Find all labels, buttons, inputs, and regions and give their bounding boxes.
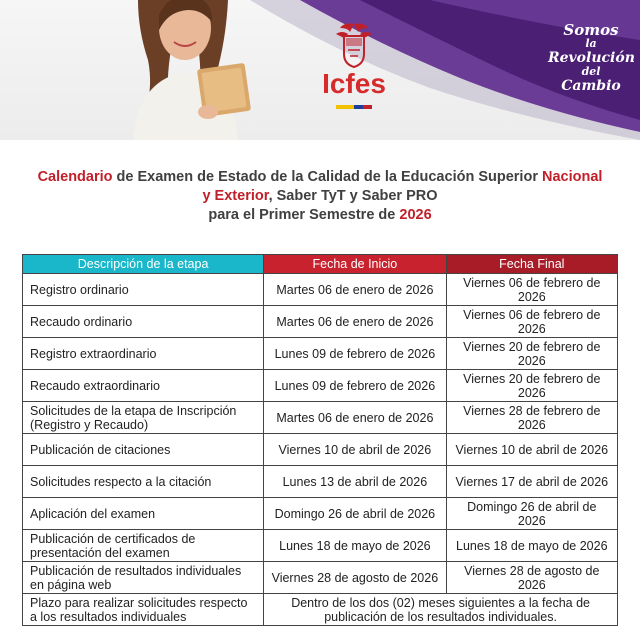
cell-end-date: Lunes 18 de mayo de 2026 [446, 530, 617, 562]
table-row [23, 338, 618, 370]
table-row [23, 402, 618, 434]
table-row [23, 306, 618, 338]
cell-end-date: Viernes 06 de febrero de 2026 [446, 274, 617, 306]
cell-start-date: Lunes 09 de febrero de 2026 [264, 338, 446, 370]
title-segment: Nacional [542, 169, 603, 185]
cell-merged-dates: Dentro de los dos (02) meses siguientes a la fecha de publicación de los resultados individuales. [264, 594, 618, 626]
cell-description: Solicitudes de la etapa de Inscripción (Registro y Recaudo) [23, 402, 264, 434]
cell-description: Solicitudes respecto a la citación [23, 466, 264, 498]
cell-description: Recaudo ordinario [23, 306, 264, 338]
cell-start-date: Martes 06 de enero de 2026 [264, 306, 446, 338]
table-row [23, 370, 618, 402]
table-row [23, 274, 618, 306]
cell-description: Aplicación del examen [23, 498, 264, 530]
icfes-logo [314, 20, 394, 120]
flag-stripe-icon [336, 105, 372, 109]
cell-description: Publicación de resultados individuales en página web [23, 562, 264, 594]
cell-end-date: Viernes 10 de abril de 2026 [446, 434, 617, 466]
cell-description: Publicación de certificados de presentación del examen [23, 530, 264, 562]
cell-start-date: Martes 06 de enero de 2026 [264, 274, 446, 306]
title-segment: Calendario [37, 169, 113, 185]
table-row [23, 594, 618, 626]
table-row [23, 466, 618, 498]
header-description: Descripción de la etapa [23, 255, 264, 274]
student-photo [108, 0, 258, 140]
cell-end-date: Viernes 20 de febrero de 2026 [446, 370, 617, 402]
table-row [23, 498, 618, 530]
cell-start-date: Viernes 10 de abril de 2026 [264, 434, 446, 466]
slogan-line: la [585, 37, 597, 50]
slogan-badge [548, 22, 634, 112]
header-start-date: Fecha de Inicio [264, 255, 446, 274]
cell-end-date: Viernes 28 de agosto de 2026 [446, 562, 617, 594]
page-title [20, 168, 620, 225]
title-segment: de Examen de Estado de la Calidad de la Educación Superior [112, 169, 542, 185]
calendar-table [22, 254, 618, 626]
cell-end-date: Domingo 26 de abril de 2026 [446, 498, 617, 530]
cell-end-date: Viernes 28 de febrero de 2026 [446, 402, 617, 434]
table-header-row [23, 255, 618, 274]
header-banner [0, 0, 640, 140]
title-segment: y Exterior [202, 188, 269, 204]
cell-description: Registro ordinario [23, 274, 264, 306]
cell-start-date: Lunes 18 de mayo de 2026 [264, 530, 446, 562]
slogan-line: Revolución [548, 50, 635, 66]
slogan-line: Somos [563, 21, 619, 39]
header-end-date: Fecha Final [446, 255, 617, 274]
table-row [23, 434, 618, 466]
title-segment: 2026 [399, 207, 432, 223]
logo-text: Icfes [322, 68, 386, 99]
slogan-line: Cambio [561, 78, 621, 94]
slogan-line: del [581, 65, 601, 78]
cell-description: Registro extraordinario [23, 338, 264, 370]
title-segment: , Saber TyT y Saber PRO [268, 188, 438, 204]
cell-start-date: Lunes 13 de abril de 2026 [264, 466, 446, 498]
table-row [23, 530, 618, 562]
cell-description: Recaudo extraordinario [23, 370, 264, 402]
coat-of-arms-icon [314, 20, 394, 70]
cell-description: Plazo para realizar solicitudes respecto a los resultados individuales [23, 594, 264, 626]
cell-start-date: Lunes 09 de febrero de 2026 [264, 370, 446, 402]
cell-end-date: Viernes 06 de febrero de 2026 [446, 306, 617, 338]
cell-end-date: Viernes 20 de febrero de 2026 [446, 338, 617, 370]
cell-description: Publicación de citaciones [23, 434, 264, 466]
cell-start-date: Viernes 28 de agosto de 2026 [264, 562, 446, 594]
cell-end-date: Viernes 17 de abril de 2026 [446, 466, 617, 498]
table-row [23, 562, 618, 594]
cell-start-date: Domingo 26 de abril de 2026 [264, 498, 446, 530]
cell-start-date: Martes 06 de enero de 2026 [264, 402, 446, 434]
title-segment: para el Primer Semestre de [208, 207, 400, 223]
